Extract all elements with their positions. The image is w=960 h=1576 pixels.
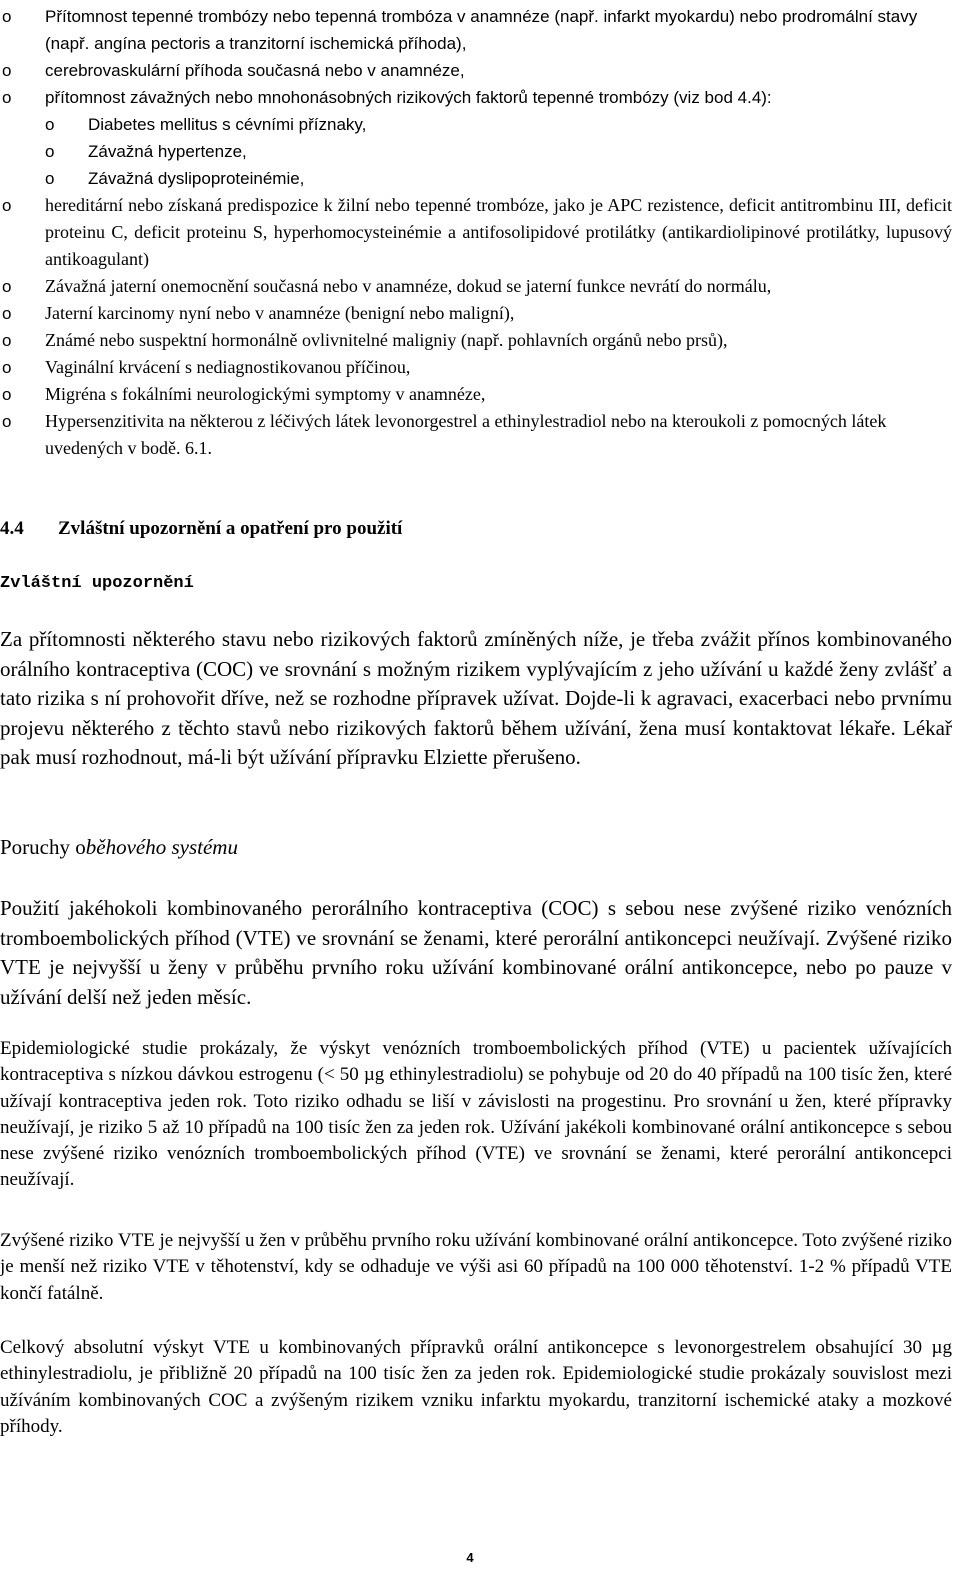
list-bullet: o bbox=[2, 412, 12, 431]
list-item-text: cerebrovaskulární příhoda současná nebo v anamnéze, bbox=[45, 61, 465, 80]
list-bullet: o bbox=[45, 169, 55, 188]
list-item bbox=[0, 381, 960, 408]
list-item bbox=[0, 57, 960, 84]
list-item-text: Závažná hypertenze, bbox=[88, 142, 247, 161]
list-bullet: o bbox=[2, 304, 12, 323]
list-item-text: Závažná dyslipoproteinémie, bbox=[88, 169, 305, 188]
list-item-text: přítomnost závažných nebo mnohonásobných rizikových faktorů tepenné trombózy (viz bod 4.4): bbox=[45, 88, 772, 107]
sub-list-item bbox=[0, 165, 960, 192]
list-item-text: Diabetes mellitus s cévními příznaky, bbox=[88, 115, 367, 134]
list-bullet: o bbox=[45, 115, 55, 134]
list-item-text: Závažná jaterní onemocnění současná nebo v anamnéze, dokud se jaterní funkce nevrátí do normálu, bbox=[45, 276, 772, 296]
circulatory-heading bbox=[0, 833, 952, 863]
paragraph-vte-risk: Použití jakéhokoli kombinovaného perorálního kontraceptiva (COC) s sebou nese zvýšené riziko venózních tromboembolických příhod (VTE) ve srovnání se ženami, které perorální antikoncepci neužívají. Zvýšené riziko VTE je nejvyšší u ženy v průběhu prvního roku užívání kombinované orální antikoncepce, nebo po pauze v užívání delší než jeden měsíc. bbox=[0, 896, 952, 1009]
list-bullet: o bbox=[2, 385, 12, 404]
list-bullet: o bbox=[2, 331, 12, 350]
list-item-text: Vaginální krvácení s nediagnostikovanou příčinou, bbox=[45, 357, 411, 377]
list-bullet: o bbox=[45, 142, 55, 161]
list-item-text: Přítomnost tepenné trombózy nebo tepenná trombóza v anamnéze (např. infarkt myokardu) nebo prodromální stavy (např. angína pectoris a tranzitorní ischemická příhoda), bbox=[45, 7, 918, 53]
list-item bbox=[0, 3, 960, 57]
list-item-text: hereditární nebo získaná predispozice k žilní nebo tepenné trombóze, jako je APC rezistence, deficit antitrombinu III, deficit proteinu C, deficit proteinu S, hyperhomocysteinémie a antifosolipidové protilátky (antikardiolipinové protilátky, lupusový antikoagulant) bbox=[45, 195, 952, 269]
circulatory-heading-plain: Poruchy o bbox=[0, 835, 86, 859]
list-bullet: o bbox=[2, 7, 12, 26]
circulatory-heading-italic: běhového systému bbox=[85, 835, 238, 859]
page-number: 4 bbox=[466, 1550, 474, 1565]
list-item bbox=[0, 192, 960, 273]
list-bullet: o bbox=[2, 358, 12, 377]
list-item bbox=[0, 354, 960, 381]
list-bullet: o bbox=[2, 277, 12, 296]
sub-list-item bbox=[0, 138, 960, 165]
list-item bbox=[0, 84, 960, 111]
section-heading bbox=[0, 518, 402, 540]
paragraph-vte-first-year: Zvýšené riziko VTE je nejvyšší u žen v průběhu prvního roku užívání kombinované orální antikoncepce. Toto zvýšené riziko je menší než riziko VTE v těhotenství, kdy se odhaduje ve výši asi 60 případů na 100 000 těhotenství. 1-2 % případů VTE končí fatálně. bbox=[0, 1230, 952, 1304]
list-item bbox=[0, 273, 960, 300]
contraindication-list-top bbox=[0, 3, 960, 462]
section-title: Zvláštní upozornění a opatření pro použití bbox=[58, 518, 403, 539]
list-item bbox=[0, 327, 960, 354]
list-bullet: o bbox=[2, 196, 12, 215]
list-item-text: Hypersenzitivita na některou z léčivých látek levonorgestrel a ethinylestradiol nebo na kteroukoli z pomocných látek uvedených v bodě. 6.1. bbox=[45, 411, 887, 458]
list-item-text: Migréna s fokálními neurologickými symptomy v anamnéze, bbox=[45, 384, 486, 404]
list-item-text: Známé nebo suspektní hormonálně ovlivnitelné maligniy (např. pohlavních orgánů nebo prsů), bbox=[45, 330, 728, 350]
section-number: 4.4 bbox=[0, 518, 24, 539]
list-bullet: o bbox=[2, 61, 12, 80]
subheading: Zvláštní upozornění bbox=[0, 574, 194, 593]
sub-list-item bbox=[0, 111, 960, 138]
paragraph-intro: Za přítomnosti některého stavu nebo rizikových faktorů zmíněných níže, je třeba zvážit přínos kombinovaného orálního kontraceptiva (COC) ve srovnání s možným rizikem vyplývajícím z jeho užívání u každé ženy zvlášť a tato rizika s ní prohovořit dříve, než se rozhodne přípravek užívat. Dojde-li k agravaci, exacerbaci nebo prvnímu projevu některého z těchto stavů nebo rizikových faktorů během užívání, žena musí kontaktovat lékaře. Lékař pak musí rozhodnout, má-li být užívání přípravku Elziette přerušeno. bbox=[0, 627, 952, 769]
list-item bbox=[0, 408, 960, 462]
paragraph-absolute-incidence: Celkový absolutní výskyt VTE u kombinovaných přípravků orální antikoncepce s levonorgestrelem obsahující 30 µg ethinylestradiolu, je přibližně 20 případů na 100 tisíc žen za jeden rok. Epidemiologické studie prokázaly souvislost mezi užíváním kombinovaných COC a zvýšeným rizikem vzniku infarktu myokardu, tranzitorní ischemické ataky a mozkové příhody. bbox=[0, 1337, 952, 1437]
paragraph-epidemiology: Epidemiologické studie prokázaly, že výskyt venózních tromboembolických příhod (VTE) u pacientek užívajících kontraceptiva s nízkou dávkou estrogenu (< 50 µg ethinylestradiolu) se pohybuje od 20 do 40 případů na 100 tisíc žen, které užívají kontraceptiva jeden rok. Toto riziko odhadu se liší v závislosti na progestinu. Pro srovnání u žen, které přípravky neužívají, je riziko 5 až 10 případů na 100 tisíc žen za jeden rok. Užívání jakékoli kombinované orální antikoncepce s sebou nese zvýšené riziko venózních tromboembolických příhod (VTE) ve srovnání se ženami, které perorální antikoncepci neužívají. bbox=[0, 1038, 952, 1191]
list-bullet: o bbox=[2, 88, 12, 107]
list-item-text: Jaterní karcinomy nyní nebo v anamnéze (benigní nebo maligní), bbox=[45, 303, 515, 323]
list-item bbox=[0, 300, 960, 327]
